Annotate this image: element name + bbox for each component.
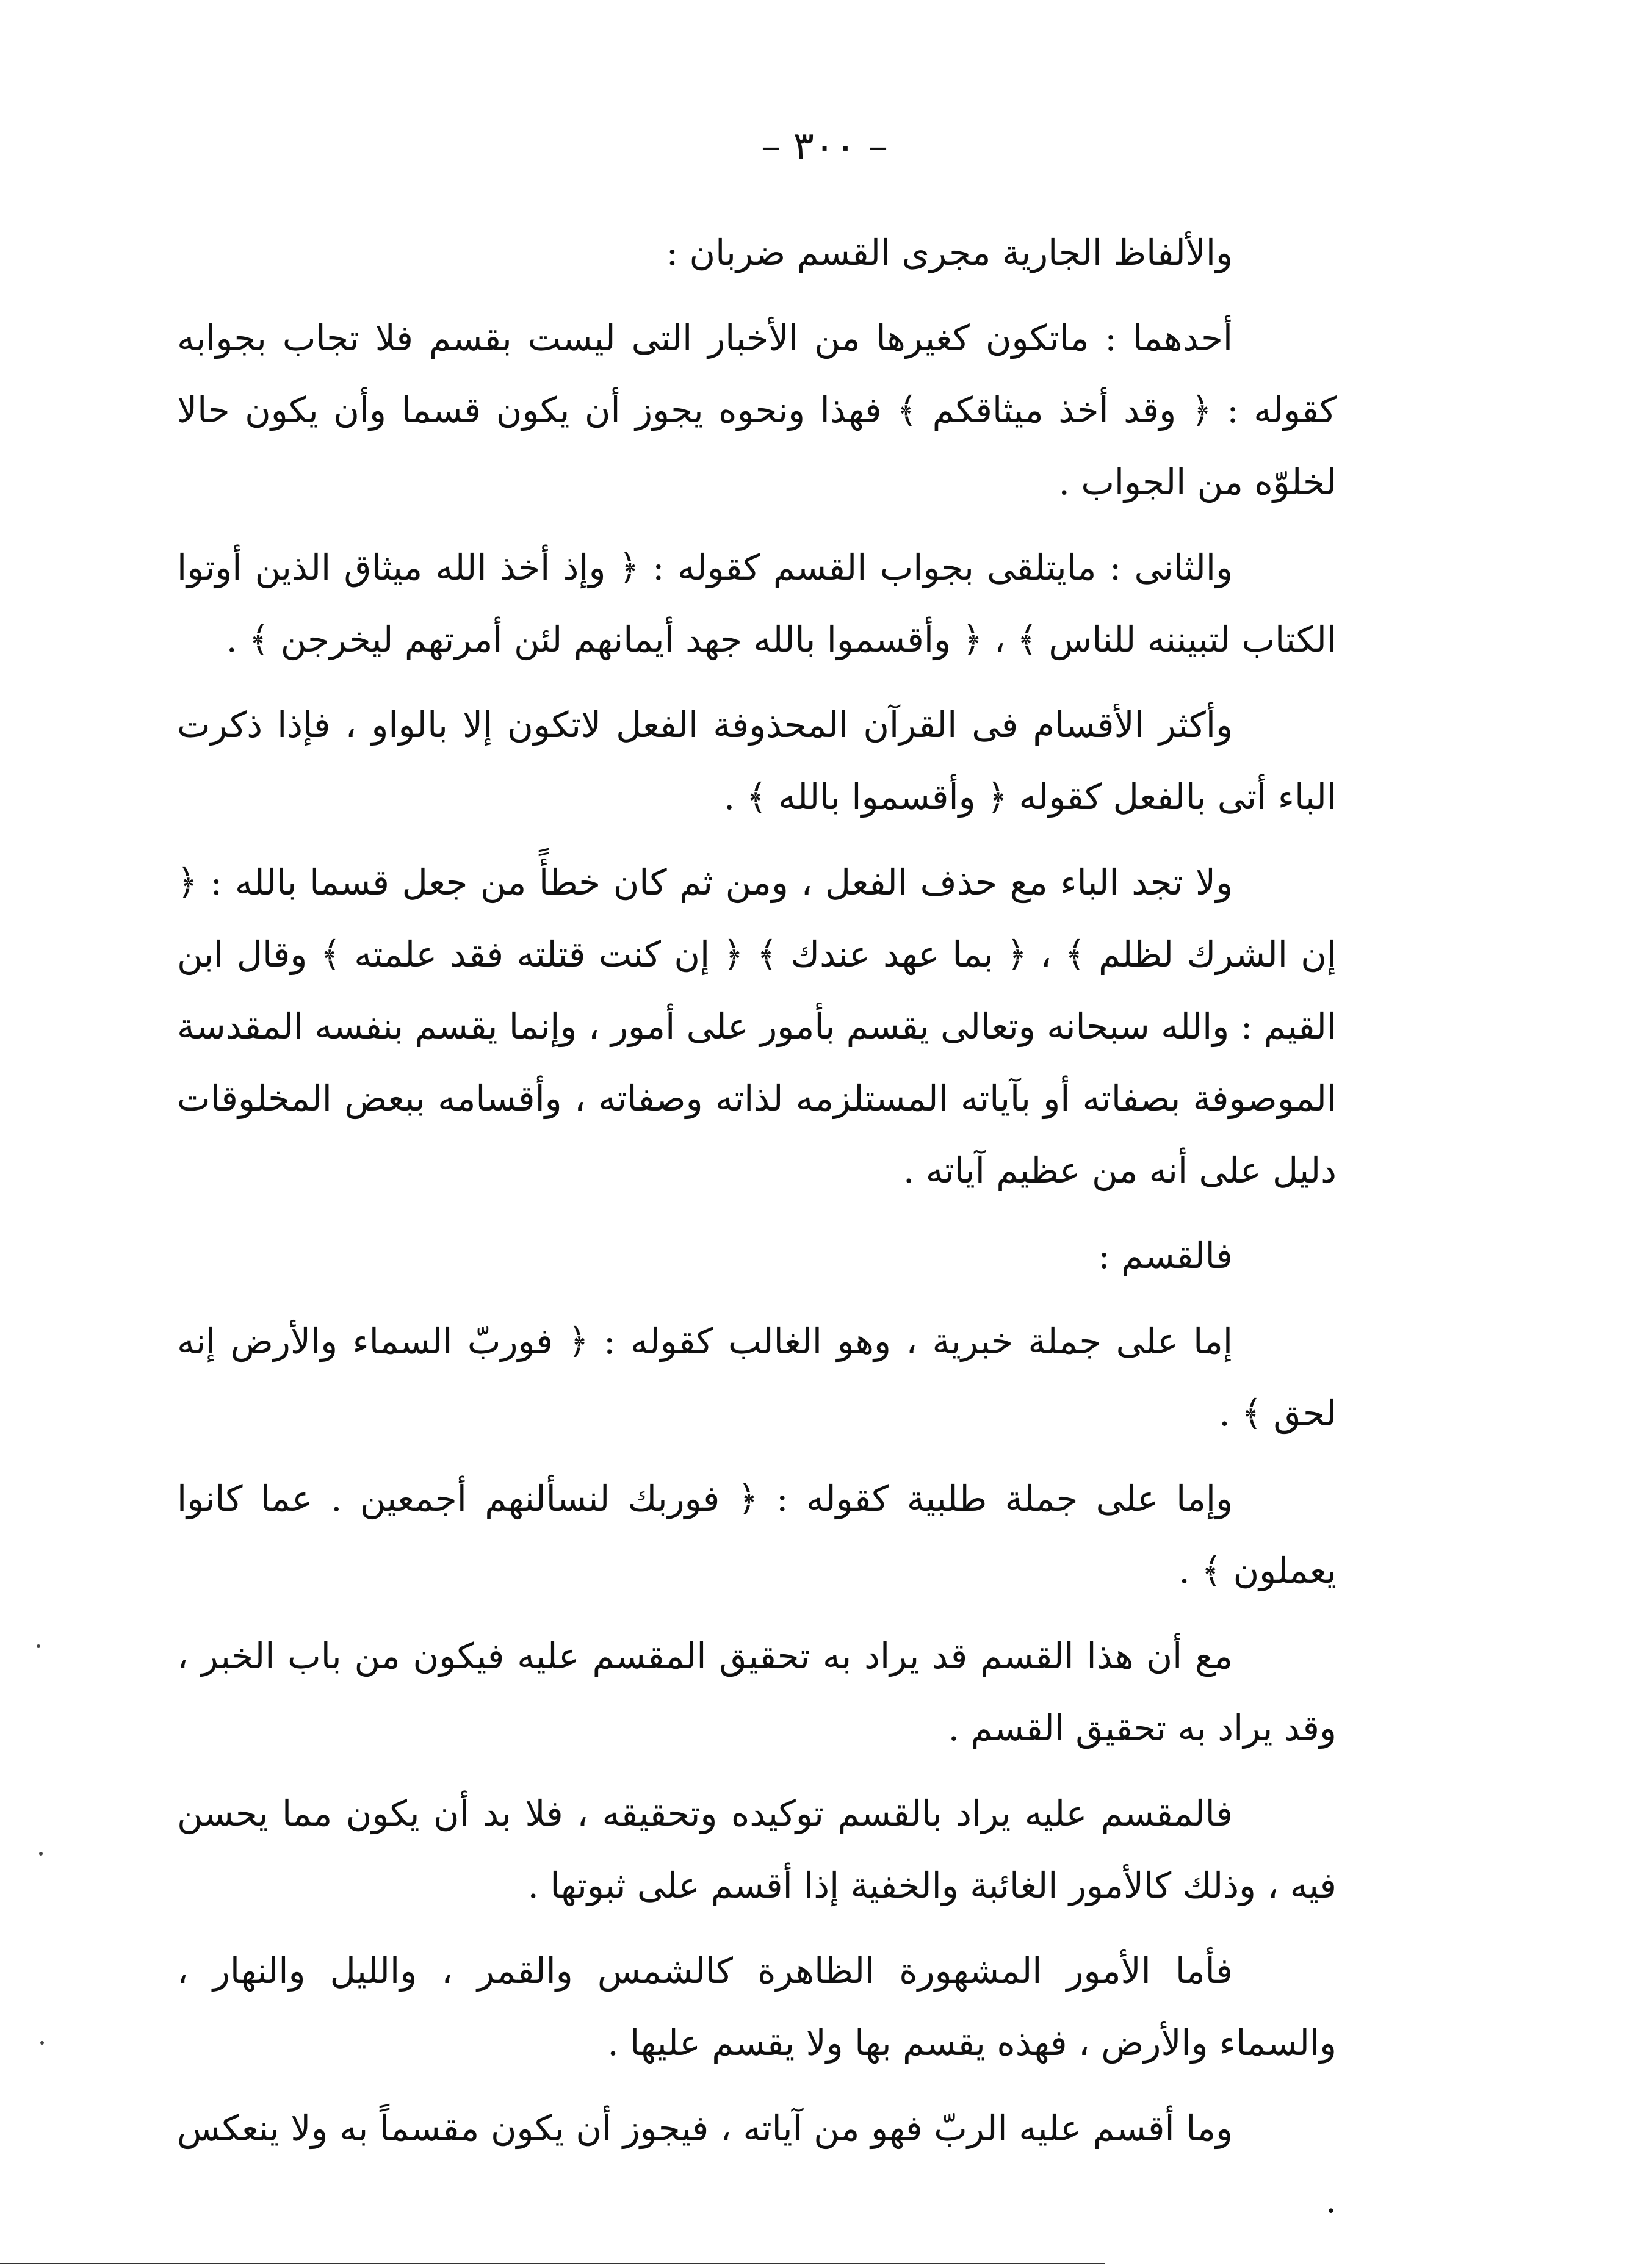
paragraph-final: وما أقسم عليه الربّ فهو من آياته ، فيجوز أن يكون مقسماً به ولا ينعكس .	[177, 2108, 1337, 2221]
paragraph-imperative: وإما على جملة طلبية كقوله : ﴿ فوربك لنسألنهم أجمعين . عما كانوا يعملون ﴾ .	[177, 1478, 1337, 1591]
page-number: – ٣٠٠ –	[761, 124, 888, 169]
paragraph-emphasis: فالمقسم عليه يراد بالقسم توكيده وتحقيقه ، فلا بد أن يكون مما يحسن فيه ، وذلك كالأمور الغائبة والخفية إذا أقسم على ثبوتها .	[177, 1793, 1337, 1906]
bottom-rule	[0, 2263, 1105, 2264]
paragraph-oath-heading: فالقسم :	[1098, 1235, 1233, 1276]
paragraph-declarative: إما على جملة خبرية ، وهو الغالب كقوله : ﴿ فوربّ السماء والأرض إنه لحق ﴾ .	[177, 1320, 1337, 1434]
scan-speck	[37, 1644, 40, 1648]
page-body	[177, 217, 1337, 2250]
paragraph-ibn-alqayyim: ولا تجد الباء مع حذف الفعل ، ومن ثم كان خطأً من جعل قسما بالله : ﴿ إن الشرك لظلم ﴾ ، ﴿ بما عهد عندك ﴾ ﴿ إن كنت قتلته فقد علمته ﴾ وقال ابن القيم : والله سبحانه وتعالى يقسم بأمور على أمور ، وإنما يقسم بنفسه المقدسة الموصوفة بصفاته أو بآياته المستلزمه لذاته وصفاته ، وأقسامه ببعض المخلوقات دليل على أنه من عظيم آياته .	[177, 862, 1337, 1191]
scan-speck	[40, 2041, 44, 2045]
scan-speck	[39, 1852, 43, 1856]
paragraph-waw-usage: وأكثر الأقسام فى القرآن المحذوفة الفعل لاتكون إلا بالواو ، فإذا ذكرت الباء أتى بالفعل كقوله ﴿ وأقسموا بالله ﴾ .	[177, 704, 1337, 818]
paragraph-second-type: والثانى : مايتلقى بجواب القسم كقوله : ﴿ وإذ أخذ الله ميثاق الذين أوتوا الكتاب لتبيننه للناس ﴾ ، ﴿ وأقسموا بالله جهد أيمانهم لئن أمرتهم ليخرجن ﴾ .	[177, 547, 1337, 660]
paragraph-known-matters: فأما الأمور المشهورة الظاهرة كالشمس والقمر ، والليل والنهار ، والسماء والأرض ، فهذه يقسم بها ولا يقسم عليها .	[177, 1950, 1337, 2064]
paragraph-verification: مع أن هذا القسم قد يراد به تحقيق المقسم عليه فيكون من باب الخبر ، وقد يراد به تحقيق القسم .	[177, 1635, 1337, 1749]
paragraph-intro: والألفاظ الجارية مجرى القسم ضربان :	[666, 232, 1233, 273]
paragraph-first-type: أحدهما : ماتكون كغيرها من الأخبار التى ليست بقسم فلا تجاب بجوابه كقوله : ﴿ وقد أخذ ميثاقكم ﴾ فهذا ونحوه يجوز أن يكون قسما وأن يكون حالا لخلوّه من الجواب .	[177, 317, 1337, 503]
